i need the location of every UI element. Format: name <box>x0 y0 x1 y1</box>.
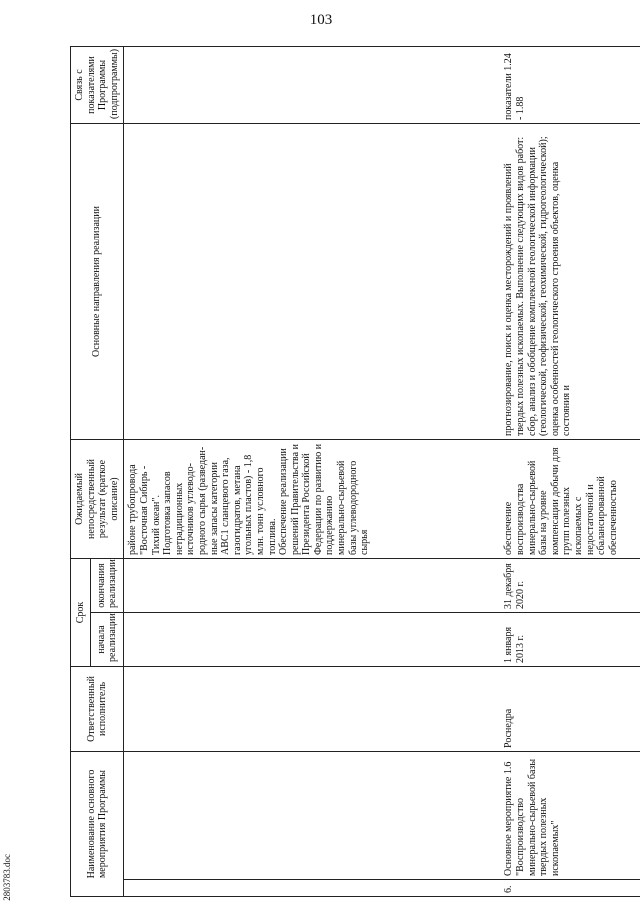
cell-start: 1 января 2013 г. <box>500 612 640 666</box>
cell-name: Основное мероприятие 1.6 "Воспроизводство минерально-сырьевой базы твердых полезных ископаемых" <box>500 751 640 879</box>
cell-directions <box>124 123 501 439</box>
header-term-start: начала реализации <box>91 612 124 666</box>
header-term: Срок <box>71 558 91 666</box>
header-executor: Ответственный исполнитель <box>71 666 124 751</box>
table-row <box>124 46 501 896</box>
header-link: Связь с показателями Программы (подпрограммы) <box>71 46 124 123</box>
cell-end <box>124 558 501 612</box>
cell-executor: Роснедра <box>500 666 640 751</box>
cell-num <box>124 880 501 897</box>
table-row <box>500 46 640 896</box>
header-result: Ожидаемый непосредственный результат (краткое описание) <box>71 439 124 558</box>
header-name: Наименование основного мероприятия Программы <box>71 751 124 896</box>
table-header-row <box>71 46 91 896</box>
program-measures-table <box>70 46 640 897</box>
program-table-sheet <box>70 47 619 897</box>
cell-result: обеспечение воспроизводства минерально-сырьевой базы на уровне компенсации добычи для групп полезных ископаемых с недостаточной и сбалансированной обеспеченностью <box>500 439 640 558</box>
cell-start <box>124 612 501 666</box>
cell-executor <box>124 666 501 751</box>
header-term-end: окончания реализации <box>91 558 124 612</box>
cell-link: показатели 1.24 - 1.88 <box>500 46 640 123</box>
cell-num: 6. <box>500 880 640 897</box>
cell-name <box>124 751 501 879</box>
footer-file-name: 2803783.doc <box>2 854 12 901</box>
header-directions: Основные направления реализации <box>71 123 124 439</box>
cell-result: районе трубопровода "Восточная Сибирь - Тихий океан". Подготовка запасов нетрадиционных источников углеводо-родного сырья (разведан-ные запасы категории АВС1 сланцевого газа, газогидратов, метана угольных пластов) - 1,8 млн. тонн условного топлива. Обеспечение реализации решений Правительства и Президента Российской Федерации по развитию и поддержанию минерально-сырьевой базы углеводородного сырья <box>124 439 501 558</box>
page-number: 103 <box>309 12 333 28</box>
cell-directions: прогнозирование, поиск и оценка месторождений и проявлений твердых полезных ископаемых. Выполнение следующих видов работ: сбор, анализ и обобщение комплексной геологической информации (геологической, геофизической, геохимической, гидрогеологической); оценка особенностей геологического строения объектов, оценка состояния и <box>500 123 640 439</box>
cell-link <box>124 46 501 123</box>
cell-end: 31 декабря 2020 г. <box>500 558 640 612</box>
